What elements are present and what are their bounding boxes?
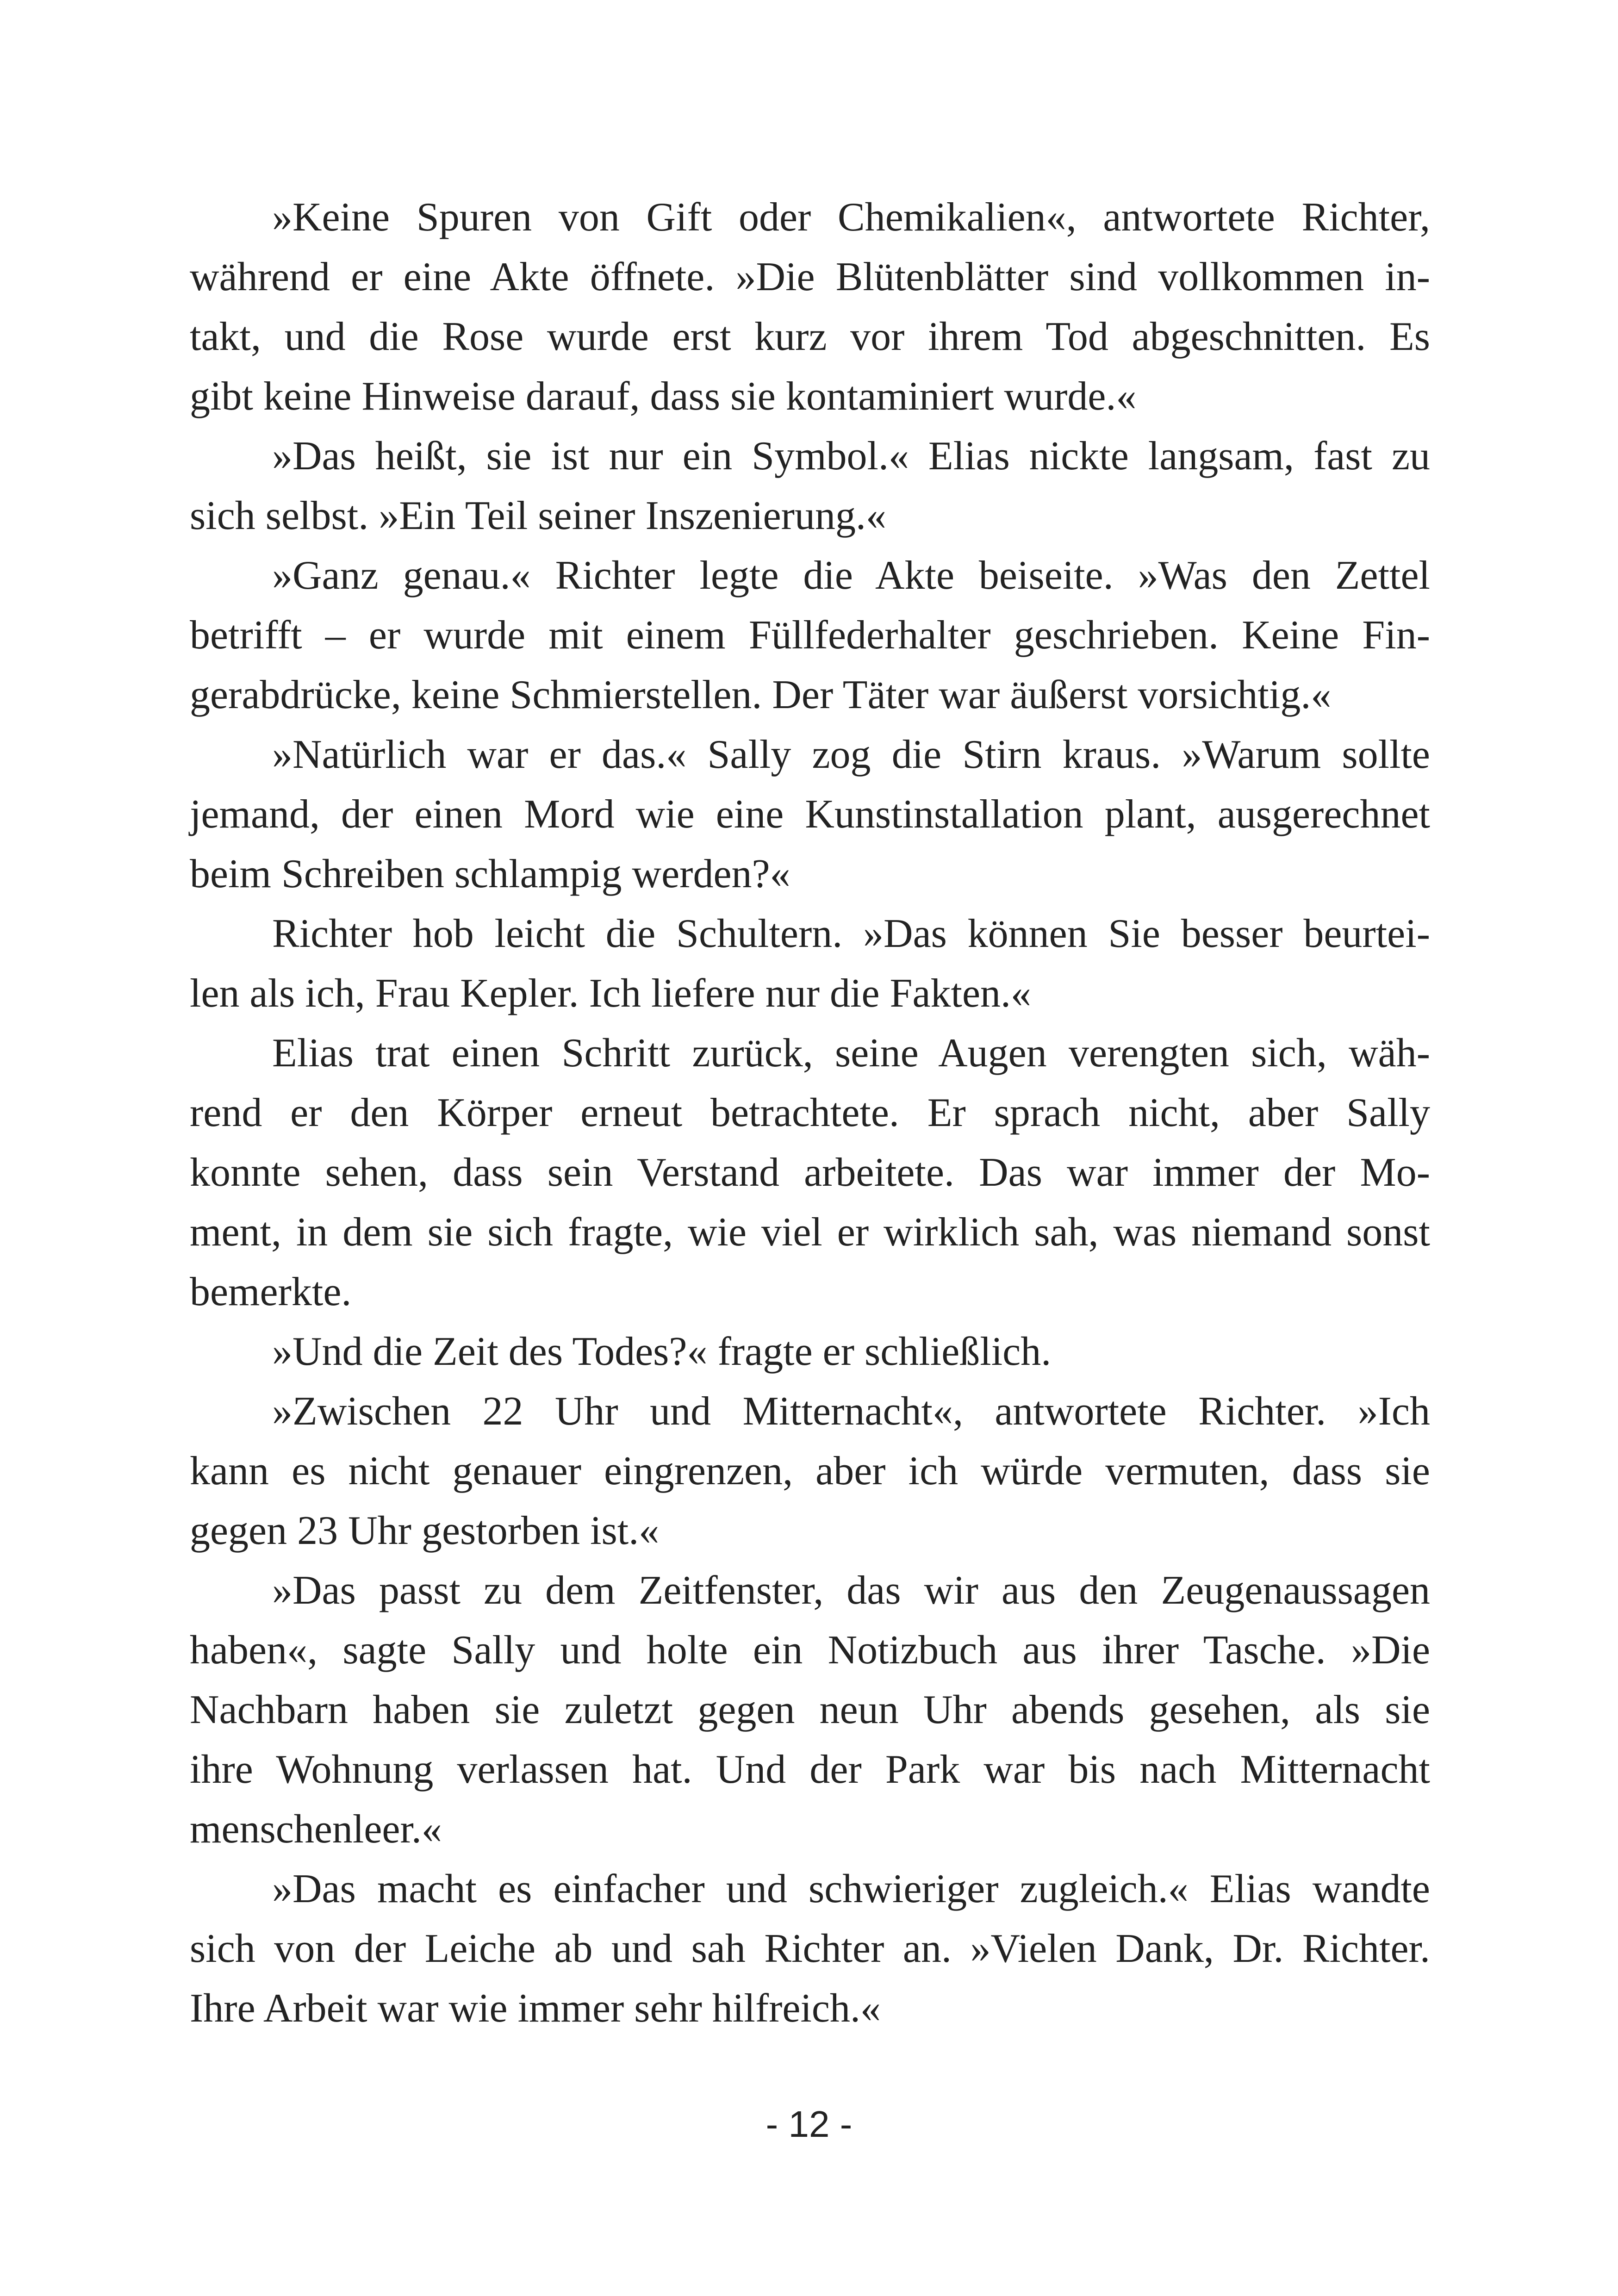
text-line: konnte sehen, dass sein Verstand arbeitete. Das war immer der Mo- [190, 1150, 1430, 1195]
text-line: Nachbarn haben sie zuletzt gegen neun Uhr abends gesehen, als sie [190, 1687, 1430, 1732]
body-text [190, 187, 1430, 2038]
text-line: Richter hob leicht die Schultern. »Das können Sie besser beurtei- [272, 911, 1430, 956]
text-line: »Das passt zu dem Zeitfenster, das wir aus den Zeugenaussagen [272, 1568, 1430, 1613]
text-line: »Das macht es einfacher und schwieriger zugleich.« Elias wandte [272, 1867, 1430, 1911]
text-line: »Ganz genau.« Richter legte die Akte beiseite. »Was den Zettel [272, 553, 1430, 598]
text-line: während er eine Akte öffnete. »Die Blütenblätter sind vollkommen in- [190, 255, 1430, 299]
text-line: sich selbst. »Ein Teil seiner Inszenierung.« [190, 493, 886, 538]
text-line: Elias trat einen Schritt zurück, seine Augen verengten sich, wäh- [272, 1031, 1430, 1076]
text-line: »Natürlich war er das.« Sally zog die Stirn kraus. »Warum sollte [272, 732, 1430, 777]
text-line: »Das heißt, sie ist nur ein Symbol.« Elias nickte langsam, fast zu [272, 434, 1430, 479]
text-line: jemand, der einen Mord wie eine Kunstinstallation plant, ausgerechnet [190, 792, 1430, 837]
text-line: haben«, sagte Sally und holte ein Notizbuch aus ihrer Tasche. »Die [190, 1628, 1430, 1673]
text-line: takt, und die Rose wurde erst kurz vor ihrem Tod abgeschnitten. Es [190, 314, 1430, 359]
text-line: betrifft – er wurde mit einem Füllfederhalter geschrieben. Keine Fin- [190, 613, 1430, 658]
text-line: kann es nicht genauer eingrenzen, aber ich würde vermuten, dass sie [190, 1449, 1430, 1493]
text-line: »Zwischen 22 Uhr und Mitternacht«, antwortete Richter. »Ich [272, 1389, 1430, 1434]
text-line: »Und die Zeit des Todes?« fragte er schließlich. [272, 1329, 1052, 1374]
text-line: gibt keine Hinweise darauf, dass sie kontaminiert wurde.« [190, 374, 1137, 419]
text-line: gerabdrücke, keine Schmierstellen. Der Täter war äußerst vorsichtig.« [190, 672, 1332, 717]
text-line: sich von der Leiche ab und sah Richter an. »Vielen Dank, Dr. Richter. [190, 1926, 1430, 1971]
text-line: ment, in dem sie sich fragte, wie viel er wirklich sah, was niemand sonst [190, 1210, 1430, 1255]
text-line: menschenleer.« [190, 1807, 442, 1852]
text-line: bemerkte. [190, 1269, 352, 1314]
text-line: Ihre Arbeit war wie immer sehr hilfreich.« [190, 1986, 881, 2031]
page-number: - 12 - [765, 2103, 853, 2145]
text-line: »Keine Spuren von Gift oder Chemikalien«, antwortete Richter, [272, 195, 1430, 240]
text-line: len als ich, Frau Kepler. Ich liefere nur die Fakten.« [190, 971, 1032, 1016]
text-line: ihre Wohnung verlassen hat. Und der Park war bis nach Mitternacht [190, 1747, 1430, 1792]
text-line: beim Schreiben schlampig werden?« [190, 852, 790, 896]
text-line: gegen 23 Uhr gestorben ist.« [190, 1508, 660, 1553]
text-line: rend er den Körper erneut betrachtete. Er sprach nicht, aber Sally [190, 1090, 1430, 1135]
